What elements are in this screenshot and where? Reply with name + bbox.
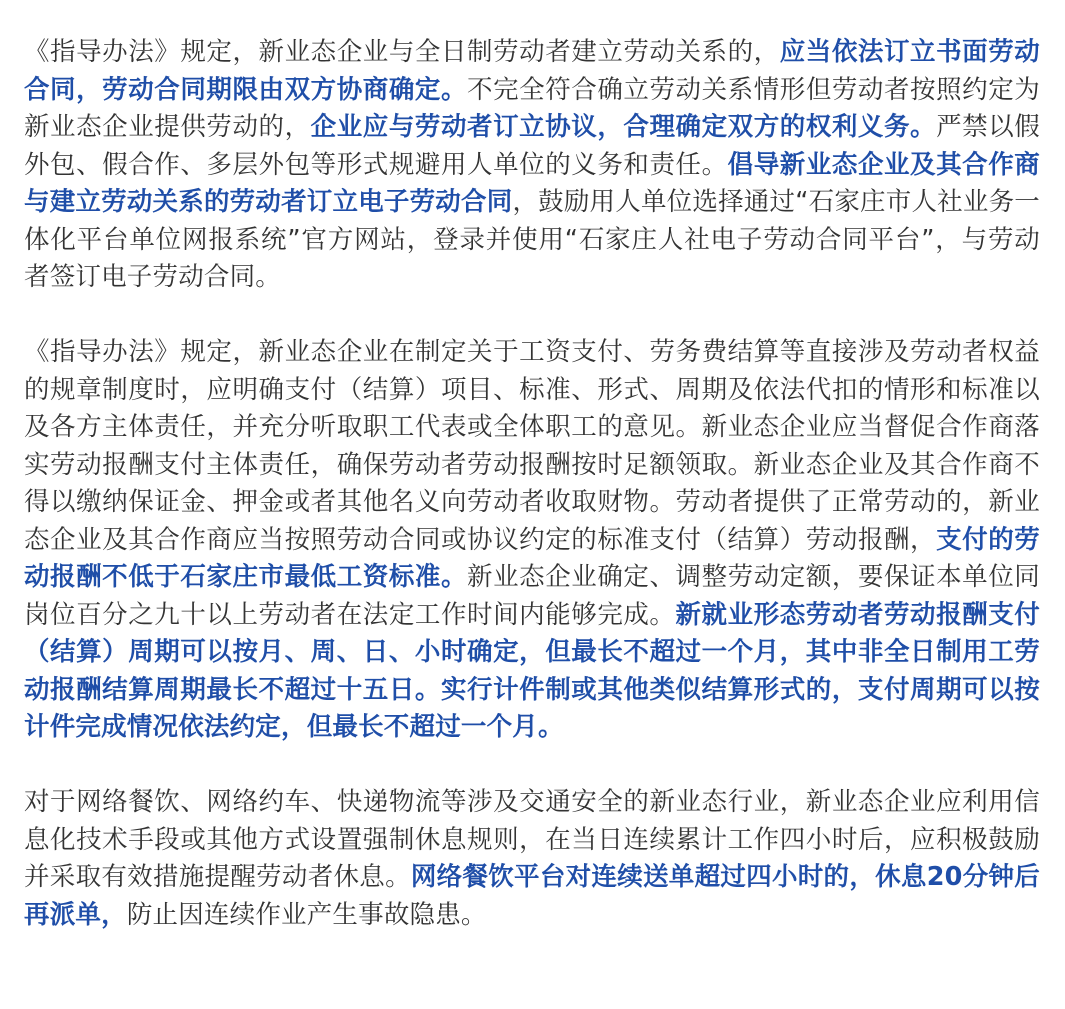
- text-run: 新业态企业确定、调整劳动定额，要保证本单位同岗位百分之九十以上劳动者在法定工作时间内能够完成。: [24, 562, 1040, 630]
- paragraph-contract-signing: [24, 34, 1040, 297]
- text-run: 不完全符合确立劳动关系情形但劳动者按照约定为新业态企业提供劳动的，: [24, 74, 1040, 142]
- highlighted-text-run: 倡导新业态企业及其合作商与建立劳动关系的劳动者订立电子劳动合同: [24, 149, 1041, 217]
- highlighted-text-run: 企业应与劳动者订立协议，合理确定双方的权利义务。: [310, 112, 937, 142]
- text-run: 《指导办法》规定，新业态企业与全日制劳动者建立劳动关系的，: [24, 37, 780, 67]
- text-run: 防止因连续作业产生事故隐患。: [126, 899, 487, 930]
- text-run: 对于网络餐饮、网络约车、快递物流等涉及交通安全的新业态行业，新业态企业应利用信息化技术手段或其他方式设置强制休息规则，在当日连续累计工作四小时后，应积极鼓励并采取有效措施提醒劳动者休息。: [24, 787, 1040, 892]
- highlighted-text-run: 应当依法订立书面劳动合同，劳动合同期限由双方协商确定。: [24, 37, 1040, 105]
- paragraph-wage-payment: [24, 334, 1040, 747]
- article-body: [24, 34, 1040, 972]
- highlighted-text-run: 支付的劳动报酬不低于石家庄市最低工资标准。: [24, 524, 1040, 592]
- highlighted-text-run: 新就业形态劳动者劳动报酬支付（结算）周期可以按月、周、日、小时确定，但最长不超过一个月，其中非全日制用工劳动报酬结算周期最长不超过十五日。实行计件制或其他类似结算形式的，支付周期可以按计件完成情况依法约定，但最长不超过一个月。: [24, 599, 1040, 742]
- paragraph-rest-rules: [24, 784, 1040, 934]
- text-run: 《指导办法》规定，新业态企业在制定关于工资支付、劳务费结算等直接涉及劳动者权益的规章制度时，应明确支付（结算）项目、标准、形式、周期及依法代扣的情形和标准以及各方主体责任，并充分听取职工代表或全体职工的意见。新业态企业应当督促合作商落实劳动报酬支付主体责任，确保劳动者劳动报酬按时足额领取。新业态企业及其合作商不得以缴纳保证金、押金或者其他名义向劳动者收取财物。劳动者提供了正常劳动的，新业态企业及其合作商应当按照劳动合同或协议约定的标准支付（结算）劳动报酬，: [24, 337, 1040, 555]
- text-run: ，鼓励用人单位选择通过“石家庄市人社业务一体化平台单位网报系统”官方网站，登录并使用“石家庄人社电子劳动合同平台”，与劳动者签订电子劳动合同。: [24, 187, 1040, 292]
- highlighted-text-run: 网络餐饮平台对连续送单超过四小时的，休息20分钟后再派单，: [24, 862, 1040, 930]
- text-run: 严禁以假外包、假合作、多层外包等形式规避用人单位的义务和责任。: [24, 112, 1040, 180]
